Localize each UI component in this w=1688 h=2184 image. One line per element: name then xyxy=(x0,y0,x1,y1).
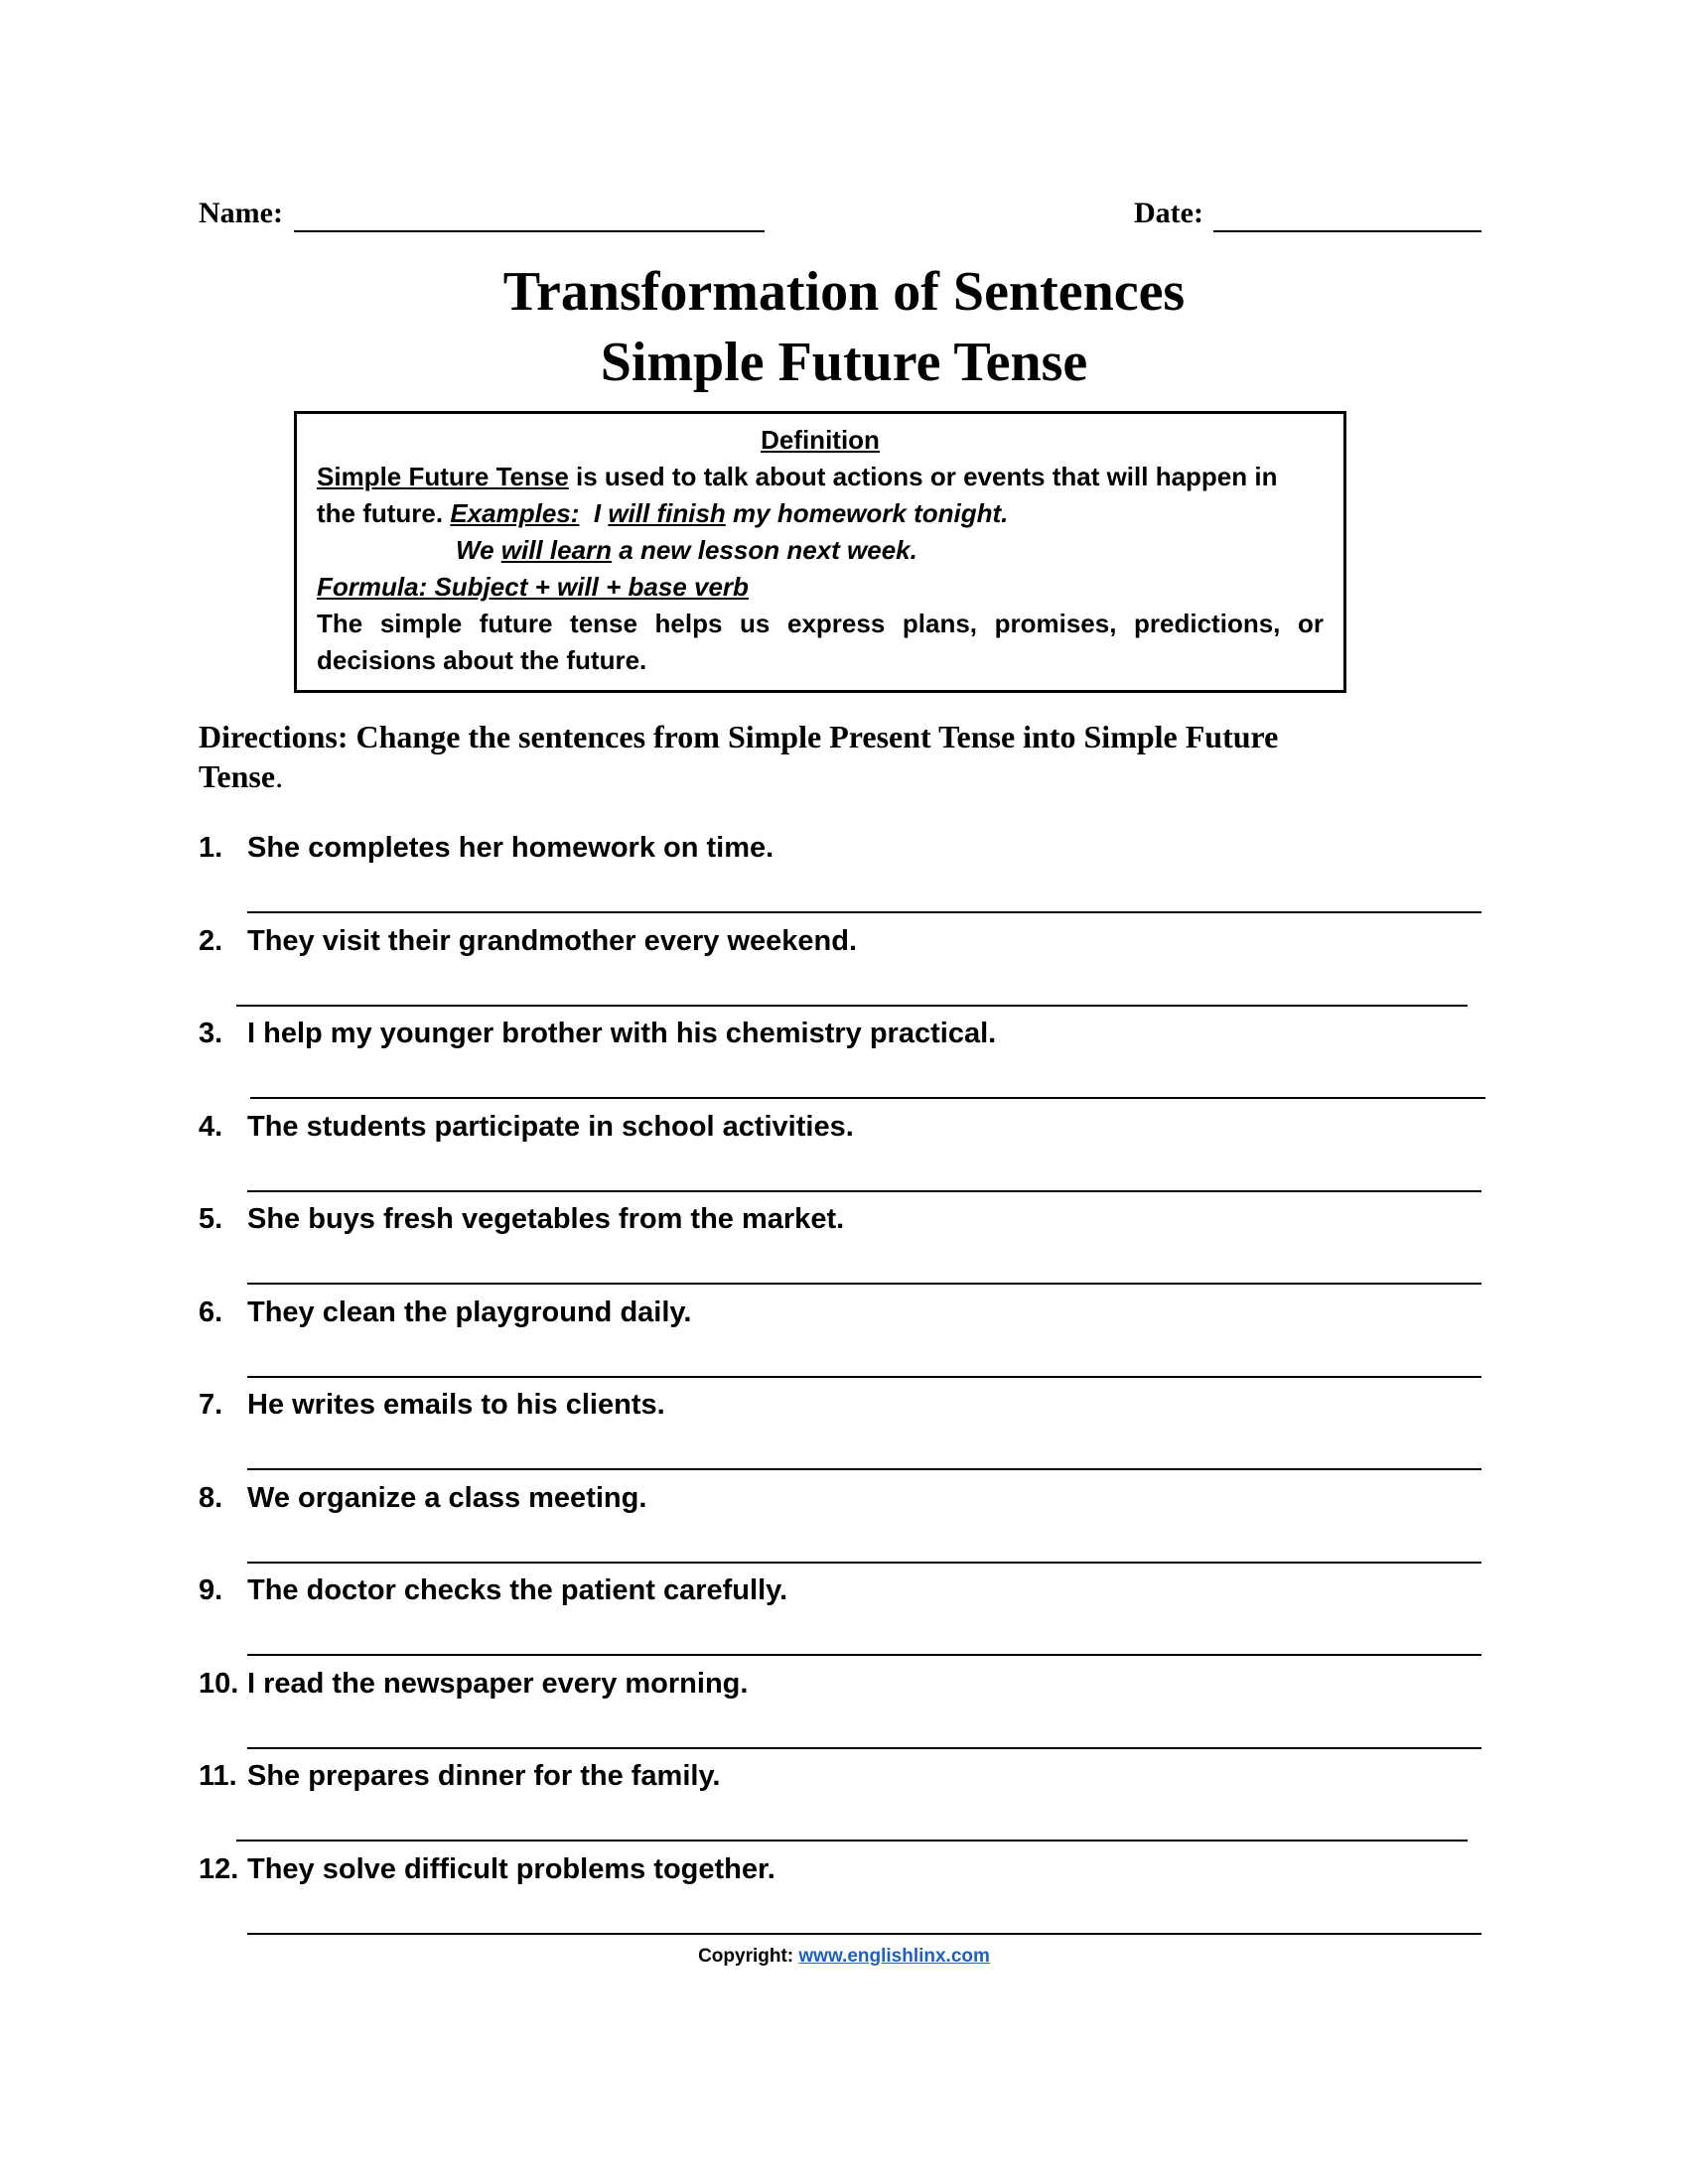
question-text: She completes her homework on time. xyxy=(247,832,774,864)
definition-note-2: decisions about the future. xyxy=(317,645,647,675)
question-item xyxy=(199,1389,1489,1482)
answer-line[interactable] xyxy=(247,1468,1481,1470)
example2-verb: will learn xyxy=(500,535,613,565)
question-number: 3. xyxy=(199,1018,223,1049)
formula-line: Formula: Subject + will + base verb xyxy=(317,572,749,602)
question-number: 4. xyxy=(199,1110,223,1143)
question-text: I help my younger brother with his chemistry practical. xyxy=(247,1018,997,1049)
question-item xyxy=(199,925,1489,1019)
question-text: They visit their grandmother every weekend. xyxy=(247,924,858,957)
question-number: 7. xyxy=(199,1389,223,1421)
question-number: 9. xyxy=(199,1574,223,1606)
question-item xyxy=(199,1760,1489,1853)
question-item xyxy=(199,1574,1489,1668)
question-text: The students participate in school activities. xyxy=(247,1110,854,1143)
answer-line[interactable] xyxy=(250,1097,1485,1099)
directions-text-2: Tense xyxy=(199,758,276,794)
question-text: The doctor checks the patient carefully. xyxy=(247,1574,788,1606)
answer-line[interactable] xyxy=(247,1562,1481,1564)
definition-term: Simple Future Tense xyxy=(317,462,569,491)
date-field-line xyxy=(1213,230,1481,232)
example1-verb: will finish xyxy=(608,498,726,528)
page-subtitle: Simple Future Tense xyxy=(600,332,1088,393)
question-number: 11. xyxy=(199,1760,237,1792)
question-number: 5. xyxy=(199,1203,223,1235)
answer-line[interactable] xyxy=(247,1376,1481,1378)
question-text: I read the newspaper every morning. xyxy=(247,1667,749,1700)
question-text: They solve difficult problems together. xyxy=(247,1852,775,1885)
definition-line-3 xyxy=(317,532,1324,569)
copyright-label: Copyright: xyxy=(698,1946,794,1967)
examples-label: Examples: xyxy=(450,498,580,528)
answer-line[interactable] xyxy=(236,1840,1468,1842)
answer-line[interactable] xyxy=(247,1283,1481,1285)
answer-line[interactable] xyxy=(247,1747,1481,1749)
question-item xyxy=(199,832,1489,925)
definition-line-1 xyxy=(317,459,1324,495)
question-text: She buys fresh vegetables from the market. xyxy=(247,1203,845,1235)
question-number: 6. xyxy=(199,1296,223,1328)
answer-line[interactable] xyxy=(247,911,1481,913)
question-number: 8. xyxy=(199,1481,223,1514)
question-item xyxy=(199,1482,1489,1575)
example2-pre: We xyxy=(456,535,494,565)
date-label: Date: xyxy=(1134,197,1203,229)
question-item xyxy=(199,1668,1489,1761)
question-item xyxy=(199,1297,1489,1390)
answer-line[interactable] xyxy=(236,1005,1468,1007)
example2-post: a new lesson next week. xyxy=(619,535,917,565)
name-label: Name: xyxy=(199,197,283,229)
example1-pre: I xyxy=(593,498,602,528)
example1-post: my homework tonight. xyxy=(733,498,1009,528)
directions-period: . xyxy=(275,758,284,794)
question-number: 2. xyxy=(199,924,223,957)
directions xyxy=(199,717,1489,796)
definition-note-1: The simple future tense helps us express plans, promises, predictions, or xyxy=(317,609,1324,638)
question-text: He writes emails to his clients. xyxy=(247,1389,665,1421)
answer-line[interactable] xyxy=(247,1190,1481,1192)
question-number: 10. xyxy=(199,1667,239,1700)
definition-desc-1: is used to talk about actions or events that will happen in xyxy=(568,462,1278,491)
question-item xyxy=(199,1203,1489,1297)
question-list xyxy=(199,832,1489,1946)
question-item xyxy=(199,1853,1489,1947)
question-text: We organize a class meeting. xyxy=(247,1481,647,1514)
definition-desc-2: the future. xyxy=(317,498,444,528)
question-text: She prepares dinner for the family. xyxy=(247,1760,721,1792)
definition-line-2 xyxy=(317,495,1324,532)
question-number: 1. xyxy=(199,832,223,864)
question-text: They clean the playground daily. xyxy=(247,1296,692,1328)
name-field-line xyxy=(294,230,765,232)
answer-line[interactable] xyxy=(247,1933,1481,1935)
answer-line[interactable] xyxy=(247,1654,1481,1656)
question-item xyxy=(199,1018,1489,1111)
website-link[interactable]: www.englishlinx.com xyxy=(798,1946,990,1967)
header-row xyxy=(199,197,1481,240)
definition-box xyxy=(294,411,1346,693)
copyright-footer xyxy=(0,1946,1688,1968)
question-number: 12. xyxy=(199,1852,239,1885)
page-title: Transformation of Sentences xyxy=(502,261,1186,323)
directions-text: Directions: Change the sentences from Simple Present Tense into Simple Future xyxy=(199,719,1279,754)
question-item xyxy=(199,1111,1489,1204)
definition-heading: Definition xyxy=(761,425,880,455)
